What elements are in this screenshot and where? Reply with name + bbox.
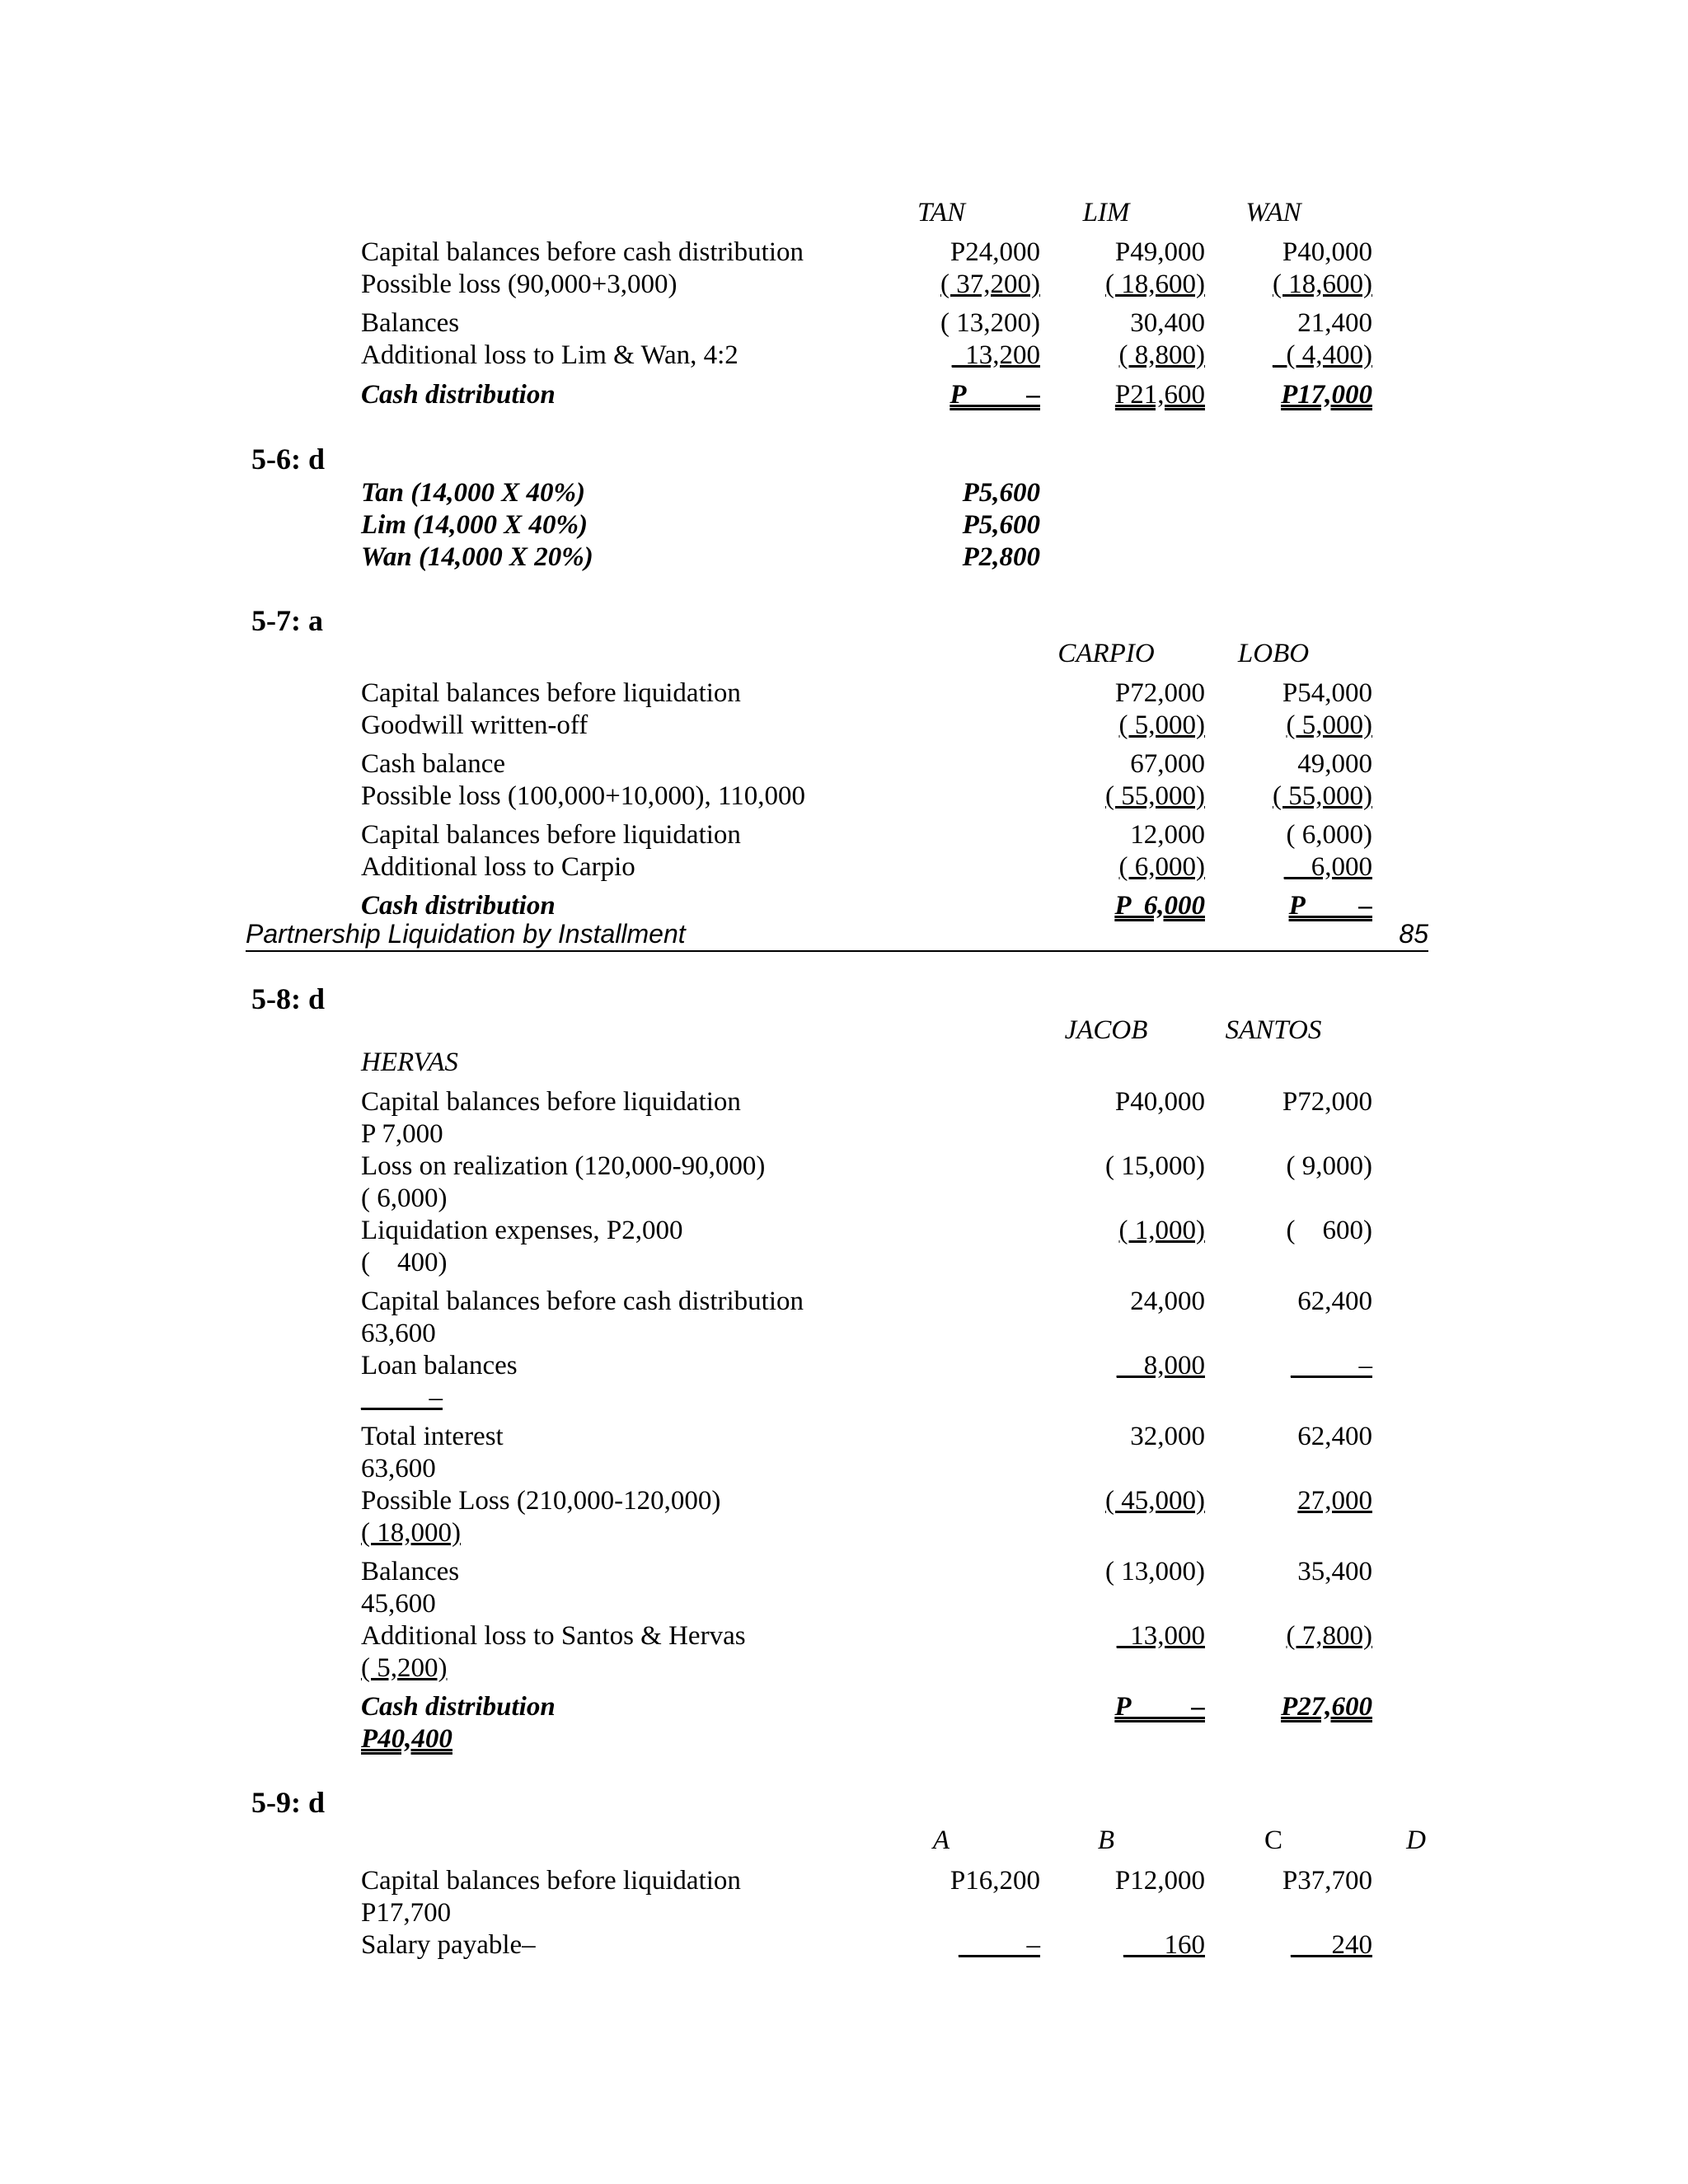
cell: _13,200 — [951, 340, 1040, 370]
question-number: 5-7: a — [251, 604, 323, 637]
cell: ( 13,200) — [940, 308, 1040, 338]
cell: P – — [1114, 1692, 1205, 1722]
cell: P16,200 — [950, 1866, 1040, 1896]
item-value: P2,800 — [962, 542, 1040, 572]
header-lim: LIM — [1082, 198, 1130, 227]
item-label: Lim (14,000 X 40%) — [361, 510, 588, 540]
item-value: P5,600 — [962, 478, 1040, 508]
row-label: Cash balance — [361, 749, 506, 779]
row-label: Capital balances before liquidation — [361, 678, 741, 708]
cell: _____– — [959, 1930, 1040, 1960]
cell: 30,400 — [1130, 308, 1205, 338]
cell: ( 7,800) — [1286, 1621, 1372, 1651]
row-label: Capital balances before cash distribution — [361, 1286, 804, 1316]
item-label: Tan (14,000 X 40%) — [361, 478, 585, 508]
cell: ( 13,000) — [1105, 1557, 1205, 1586]
header-c: C — [1264, 1825, 1282, 1855]
cell: ( 1,000) — [1118, 1216, 1205, 1245]
cell: P24,000 — [950, 237, 1040, 267]
row-label: Salary payable– — [361, 1930, 536, 1960]
cell: _13,000 — [1116, 1621, 1205, 1651]
row-label: Capital balances before liquidation — [361, 1087, 741, 1117]
cell: ( 55,000) — [1273, 781, 1372, 811]
row-label: Cash distribution — [361, 1692, 556, 1722]
cell: P72,000 — [1282, 1087, 1372, 1117]
cell: ( 45,000) — [1105, 1486, 1205, 1516]
cell-d: P17,700 — [361, 1898, 452, 1928]
row-label: Additional loss to Lim & Wan, 4:2 — [361, 340, 738, 370]
row-label: Cash distribution — [361, 891, 556, 921]
cell: ( 55,000) — [1105, 781, 1205, 811]
cell: ( 37,200) — [940, 269, 1040, 299]
cell: 62,400 — [1297, 1422, 1372, 1451]
cell: P21,600 — [1114, 380, 1205, 410]
page-number: 85 — [1399, 919, 1428, 949]
row-label: Capital balances before liquidation — [361, 1866, 741, 1896]
cell: P – — [1288, 891, 1372, 921]
header-b: B — [1097, 1825, 1115, 1855]
cell: P49,000 — [1114, 237, 1205, 267]
cell: ( 18,600) — [1273, 269, 1372, 299]
cell: ( 8,800) — [1118, 340, 1205, 370]
header-lobo: LOBO — [1237, 639, 1310, 668]
row-label: Liquidation expenses, P2,000 — [361, 1216, 683, 1245]
header-a: A — [932, 1825, 950, 1855]
cell: 62,400 — [1297, 1286, 1372, 1316]
row-label: Cash distribution — [361, 380, 556, 410]
cell-hervas: ( 18,000) — [361, 1518, 461, 1548]
header-carpio: CARPIO — [1057, 639, 1155, 668]
cell: ( 600) — [1286, 1216, 1372, 1245]
question-number: 5-6: d — [251, 443, 325, 476]
item-value: P5,600 — [962, 510, 1040, 540]
cell: ( 5,000) — [1118, 710, 1205, 740]
cell-hervas: 45,600 — [361, 1589, 436, 1619]
cell-hervas: P 7,000 — [361, 1119, 443, 1149]
row-label: Capital balances before liquidation — [361, 820, 741, 850]
cell: P27,600 — [1281, 1692, 1372, 1722]
cell: ___160 — [1123, 1930, 1205, 1960]
cell: P – — [950, 380, 1040, 410]
cell-hervas: _____– — [361, 1383, 443, 1413]
cell: P12,000 — [1114, 1866, 1205, 1896]
row-label: Possible Loss (210,000-120,000) — [361, 1486, 721, 1516]
row-label: Balances — [361, 308, 460, 338]
question-number: 5-9: d — [251, 1786, 325, 1819]
page-footer — [246, 917, 1428, 952]
header-d: D — [1406, 1825, 1426, 1855]
cell: 24,000 — [1130, 1286, 1205, 1316]
cell: ( 6,000) — [1286, 820, 1372, 850]
cell: 35,400 — [1297, 1557, 1372, 1586]
cell-hervas: ( 5,200) — [361, 1653, 448, 1683]
cell: P37,700 — [1282, 1866, 1372, 1896]
row-label: Possible loss (100,000+10,000), 110,000 — [361, 781, 805, 811]
cell-hervas: ( 400) — [361, 1248, 448, 1277]
footer-title: Partnership Liquidation by Installment — [246, 919, 686, 949]
cell: 27,000 — [1297, 1486, 1372, 1516]
cell: P40,000 — [1114, 1087, 1205, 1117]
row-label: Possible loss (90,000+3,000) — [361, 269, 678, 299]
row-label: Loss on realization (120,000-90,000) — [361, 1151, 766, 1181]
row-label: Loan balances — [361, 1351, 518, 1380]
question-number: 5-8: d — [251, 982, 325, 1015]
cell-hervas: 63,600 — [361, 1454, 436, 1483]
cell-hervas: ( 6,000) — [361, 1183, 448, 1213]
cell: _____– — [1291, 1351, 1372, 1380]
cell: P17,000 — [1281, 380, 1372, 410]
cell: P72,000 — [1114, 678, 1205, 708]
row-label: Capital balances before cash distribution — [361, 237, 804, 267]
cell: P 6,000 — [1114, 891, 1205, 921]
cell: ( 6,000) — [1118, 852, 1205, 882]
header-tan: TAN — [917, 198, 966, 227]
cell: ( 9,000) — [1286, 1151, 1372, 1181]
header-wan: WAN — [1245, 198, 1301, 227]
header-hervas: HERVAS — [361, 1047, 458, 1077]
cell-hervas: 63,600 — [361, 1319, 436, 1348]
header-santos: SANTOS — [1225, 1015, 1322, 1045]
row-label: Balances — [361, 1557, 460, 1586]
cell: P40,000 — [1282, 237, 1372, 267]
cell: ( 18,600) — [1105, 269, 1205, 299]
row-label: Goodwill written-off — [361, 710, 588, 740]
cell: ( 5,000) — [1286, 710, 1372, 740]
cell-hervas: P40,400 — [361, 1724, 452, 1754]
cell: __8,000 — [1116, 1351, 1205, 1380]
cell: 67,000 — [1130, 749, 1205, 779]
header-jacob: JACOB — [1064, 1015, 1148, 1045]
cell: 12,000 — [1130, 820, 1205, 850]
item-label: Wan (14,000 X 20%) — [361, 542, 593, 572]
row-label: Additional loss to Carpio — [361, 852, 635, 882]
cell: ( 15,000) — [1105, 1151, 1205, 1181]
cell: _( 4,400) — [1273, 340, 1372, 370]
cell: 32,000 — [1130, 1422, 1205, 1451]
cell: ___240 — [1291, 1930, 1372, 1960]
row-label: Additional loss to Santos & Hervas — [361, 1621, 746, 1651]
row-label: Total interest — [361, 1422, 504, 1451]
cell: __6,000 — [1283, 852, 1372, 882]
cell: P54,000 — [1282, 678, 1372, 708]
cell: 21,400 — [1297, 308, 1372, 338]
cell: 49,000 — [1297, 749, 1372, 779]
